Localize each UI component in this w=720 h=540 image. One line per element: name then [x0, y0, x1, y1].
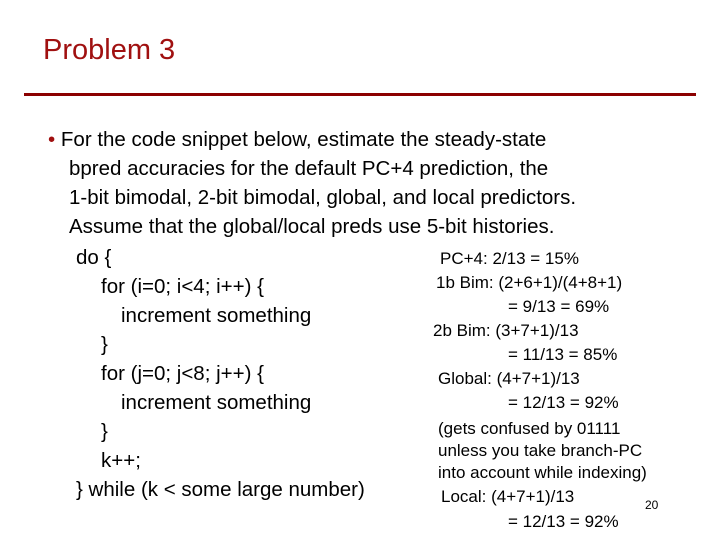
answer-local-result: = 12/13 = 92% [508, 512, 619, 531]
code-line-close-2: } [101, 420, 108, 443]
bullet-line-1 [48, 130, 546, 151]
answer-1b-result: = 9/13 = 69% [508, 297, 610, 316]
code-line-do: do { [76, 246, 112, 269]
answer-note-2: unless you take branch-PC [438, 441, 643, 460]
code-line-while: } while (k < some large number) [76, 478, 365, 501]
bullet-line-3: 1-bit bimodal, 2-bit bimodal, global, and local predictors. [69, 186, 577, 209]
answer-note-1: (gets confused by 01111 [438, 419, 621, 438]
code-line-close-1: } [101, 333, 108, 356]
code-line-for-j: for (j=0; j<8; j++) { [101, 362, 264, 385]
answer-note-3: into account while indexing) [438, 463, 647, 482]
answer-2b-result: = 11/13 = 85% [508, 345, 618, 364]
code-line-increment-2: increment something [121, 391, 312, 414]
bullet-line-4: Assume that the global/local preds use 5-bit histories. [69, 215, 555, 238]
answer-pc4: PC+4: 2/13 = 15% [440, 249, 579, 268]
slide-title: Problem 3 [43, 34, 176, 66]
answer-2b-bim: 2b Bim: (3+7+1)/13 [433, 321, 579, 340]
bullet-line-2: bpred accuracies for the default PC+4 prediction, the [69, 157, 549, 180]
code-line-increment-1: increment something [121, 304, 312, 327]
answer-1b-bim: 1b Bim: (2+6+1)/(4+8+1) [436, 273, 623, 292]
bullet-text: For the code snippet below, estimate the steady-state [60, 128, 547, 151]
code-line-for-i: for (i=0; i<4; i++) { [101, 275, 264, 298]
answer-global-result: = 12/13 = 92% [508, 393, 619, 412]
code-line-increment-k: k++; [101, 449, 141, 472]
page-number: 20 [645, 498, 659, 512]
bullet-dot: • [48, 128, 56, 151]
answer-local: Local: (4+7+1)/13 [441, 487, 575, 506]
title-divider [24, 93, 696, 96]
answer-global: Global: (4+7+1)/13 [438, 369, 580, 388]
